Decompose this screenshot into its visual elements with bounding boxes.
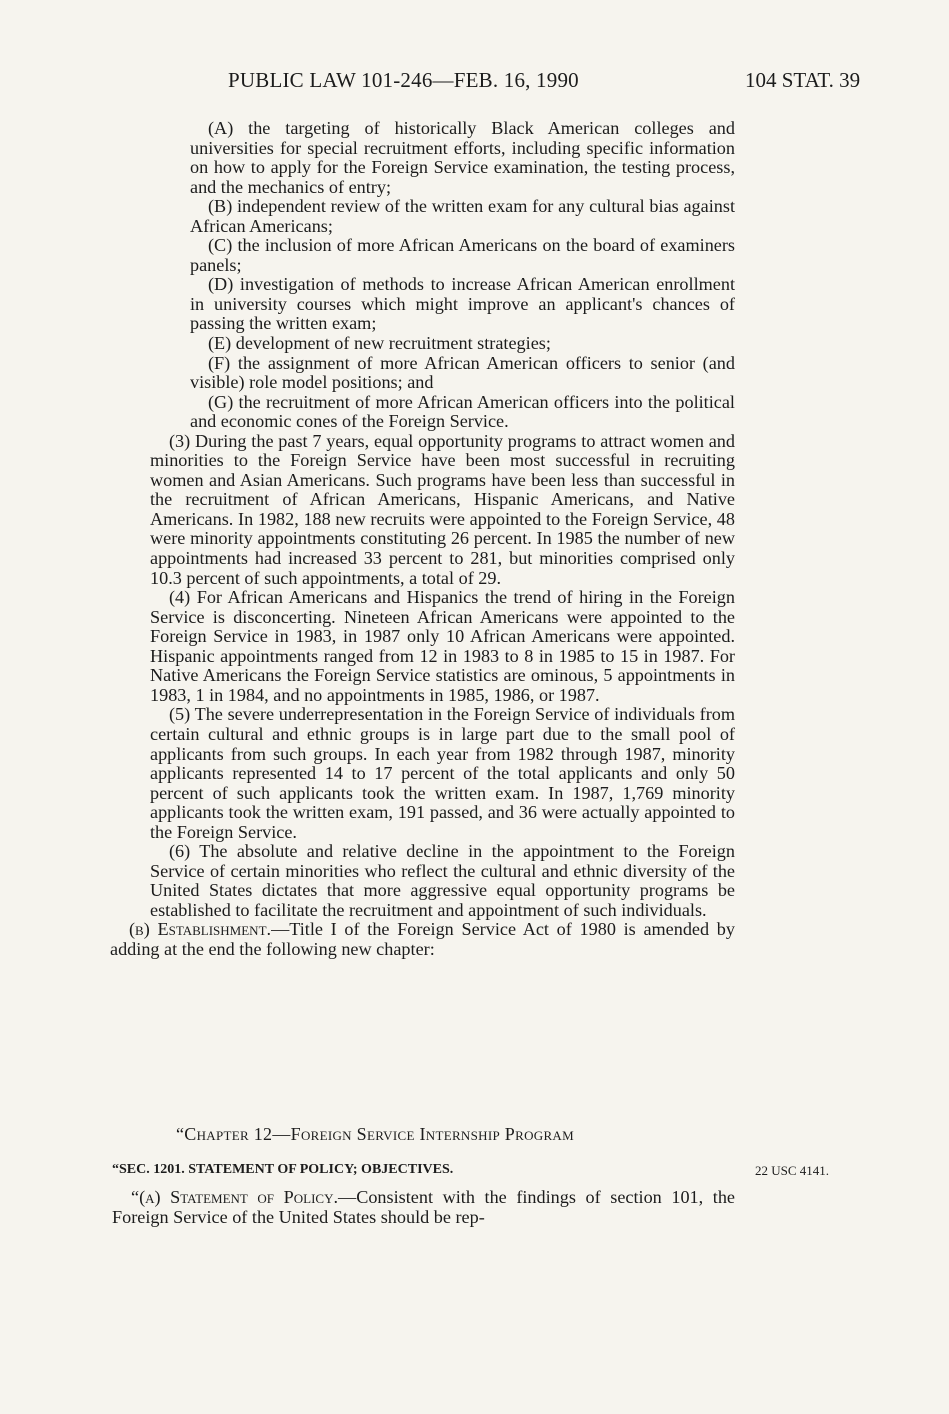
paragraph-3: (3) During the past 7 years, equal opportunity programs to attract women and minorities to the Foreign Service have been most successful in recruiting women and Asian Americans. Such programs have been less than successful in the recruitment of African Americans, Hispanic Americans, and Native Americans. In 1982, 188 new recruits were appointed to the Foreign Service, 48 were minority appointments constituting 26 percent. In 1985 the number of new appointments had increased 33 percent to 281, but minorities comprised only 10.3 percent of such appointments, a total of 29. [150,430,735,588]
establishment-text: —Title I of the Foreign Service Act of 1980 is amended by adding at the end the following new chapter: [110,919,735,959]
statement-label: “(a) Statement of Policy. [131,1187,339,1207]
statement-text: —Consistent with the findings of section 101, the Foreign Service of the United States should be rep- [112,1187,735,1227]
item-e: (E) development of new recruitment strategies; [208,333,551,354]
margin-citation: 22 USC 4141. [755,1163,830,1178]
body-text [110,118,735,960]
page-header [0,68,949,98]
statement-paragraph [112,1188,735,1227]
chapter-heading: “Chapter 12—Foreign Service Internship Program [176,1124,574,1144]
paragraph-4: (4) For African Americans and Hispanics the trend of hiring in the Foreign Service is disconcerting. Nineteen African Americans were appointed to the Foreign Service in 1983, in 1987 only 10 African Americans were appointed. Hispanic appointments ranged from 12 in 1983 to 8 in 1985 to 15 in 1987. For Native Americans the Foreign Service statistics are ominous, 5 appointments in 1983, 1 in 1984, and no appointments in 1985, 1986, or 1987. [150,587,735,705]
section-heading: “SEC. 1201. STATEMENT OF POLICY; OBJECTIVES. [112,1162,454,1177]
paragraph-6: (6) The absolute and relative decline in the appointment to the Foreign Service of certain minorities who reflect the cultural and ethnic diversity of the United States dictates that more aggressive equal opportunity programs be established to facilitate the recruitment and appointment of such individuals. [150,841,735,920]
item-f: (F) the assignment of more African American officers to senior (and visible) role model positions; and [190,352,735,393]
establishment-label: (b) Establishment. [129,919,272,940]
item-d: (D) investigation of methods to increase African American enrollment in university courses which might improve an applicant's chances of passing the written exam; [190,274,735,334]
item-a: (A) the targeting of historically Black American colleges and universities for special recruitment efforts, including specific information on how to apply for the Foreign Service examination, the testing process, and the mechanics of entry; [190,118,735,197]
establishment-paragraph [110,920,735,959]
item-g: (G) the recruitment of more African American officers into the political and economic cones of the Foreign Service. [190,391,735,432]
stat-page-number: 104 STAT. 39 [745,68,861,92]
paragraph-5: (5) The severe underrepresentation in the Foreign Service of individuals from certain cultural and ethnic groups is in large part due to the small pool of applicants from such groups. In each year from 1982 through 1987, minority applicants represented 14 to 17 percent of the total applicants and only 50 percent of such applicants took the written exam. In 1987, 1,769 minority applicants took the written exam, 191 passed, and 36 were actually appointed to the Foreign Service. [150,704,735,842]
item-c: (C) the inclusion of more African Americans on the board of examiners panels; [190,235,735,275]
item-b: (B) independent review of the written exam for any cultural bias against African Americans; [190,196,735,236]
law-title: PUBLIC LAW 101-246—FEB. 16, 1990 [228,68,579,92]
